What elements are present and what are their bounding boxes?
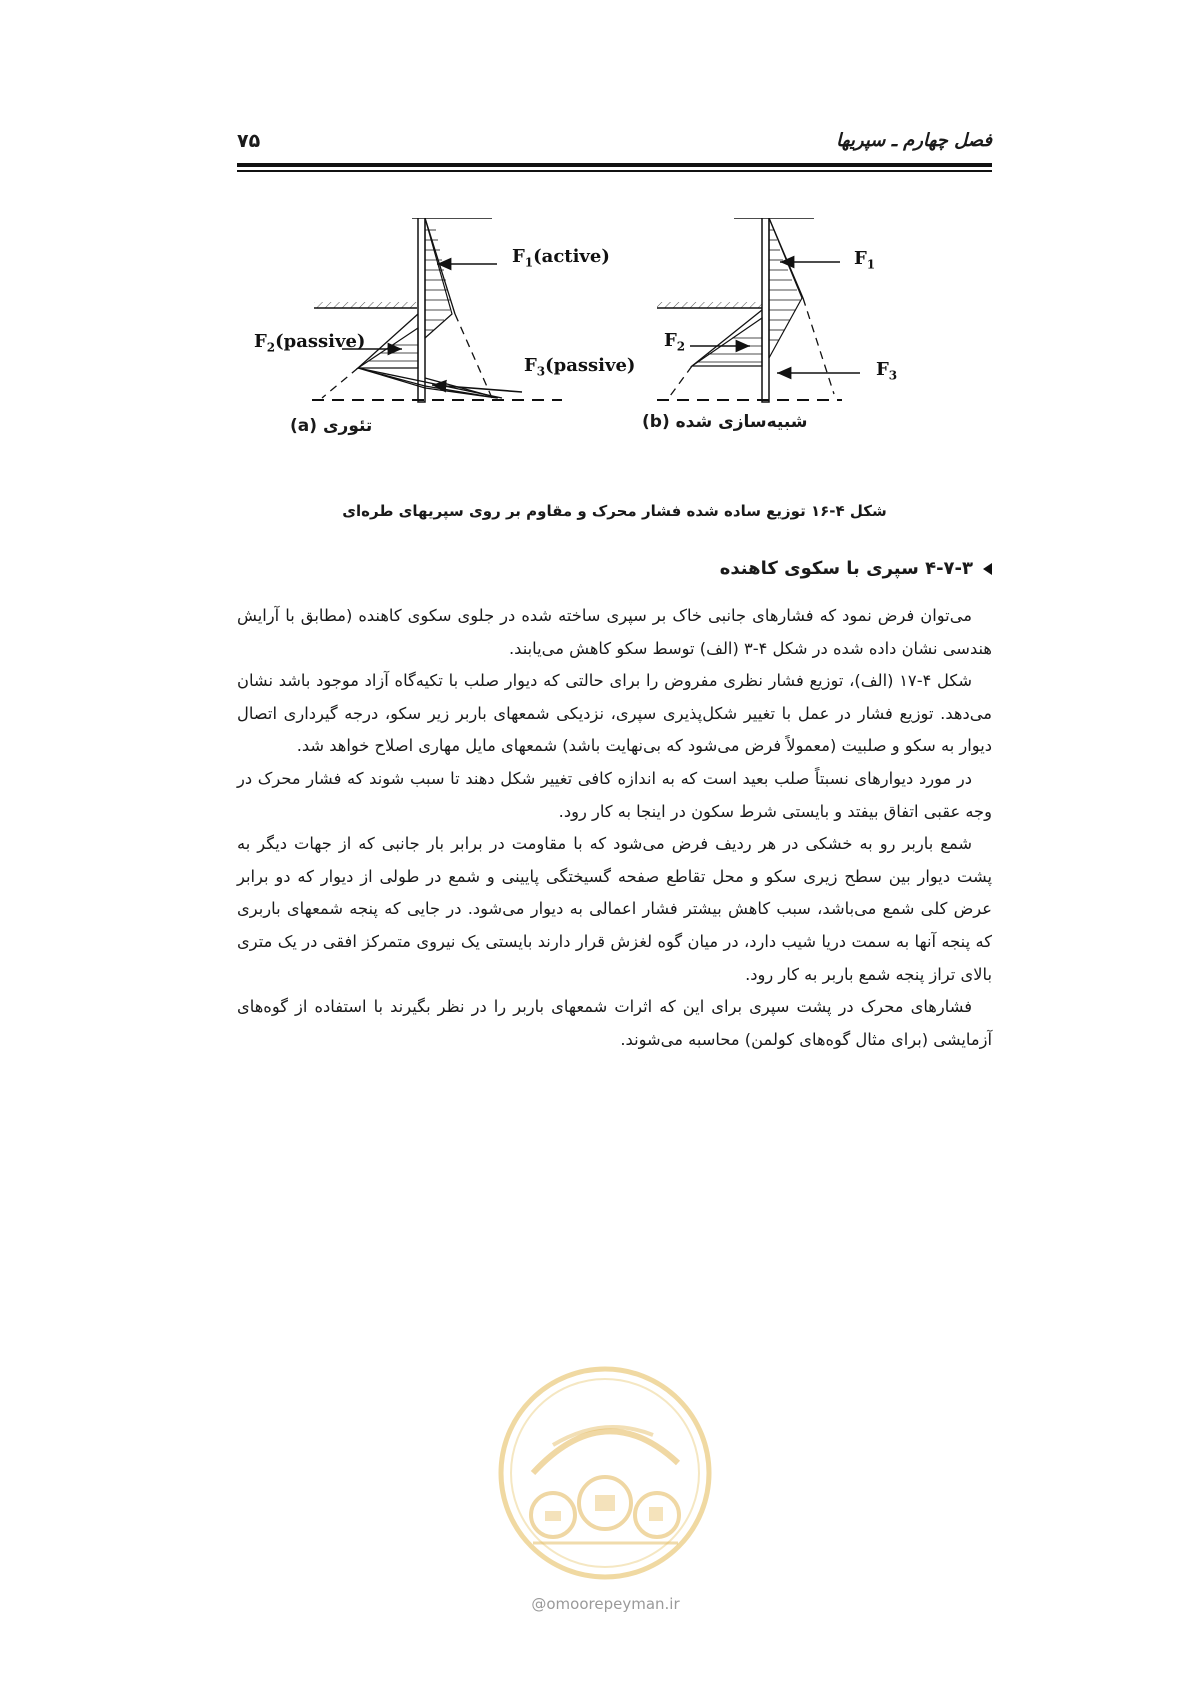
f1-suffix: (active) — [533, 246, 610, 267]
header-rule-thin — [237, 170, 992, 172]
label-f1 — [854, 250, 875, 271]
f2-subscript-b: 2 — [676, 339, 686, 354]
diagram-a-caption: تئوری (a) — [290, 416, 373, 436]
running-header — [237, 130, 992, 164]
chapter-title: فصل چهارم ـ سپریها — [836, 130, 992, 151]
paragraph: شکل ۴-۱۷ (الف)، توزیع فشار نظری مفروض را برای حالتی که دیوار صلب با تکیه‌گاه آزاد موجود باشد نشان می‌دهد. توزیع فشار در عمل با تغییر شکل‌پذیری سپری، نزدیکی شمعهای باربر زیر سکو، درجه گیرداری اتصال دیوار به سکو و صلبیت (معمولاً فرض می‌شود که بی‌نهایت باشد) شمعهای مایل مهاری اصلاح خواهد شد. — [237, 671, 992, 756]
triangle-bullet-icon — [983, 563, 992, 575]
label-f3 — [876, 361, 897, 382]
page-number: ۷۵ — [237, 130, 261, 152]
watermark-url: @omoorepeyman.ir — [531, 1595, 680, 1613]
section-heading — [720, 558, 992, 579]
f2-subscript: 2 — [266, 340, 276, 355]
f1-subscript: 1 — [524, 255, 534, 270]
diagram-b — [657, 218, 860, 402]
label-f2-passive — [254, 333, 365, 354]
f2-letter: F — [254, 331, 267, 352]
header-rule-thick — [237, 163, 992, 167]
sheet-pile-wall-a — [418, 218, 425, 402]
f3-subscript: 3 — [536, 364, 546, 379]
label-f1-active — [512, 248, 610, 269]
watermark — [493, 1355, 718, 1620]
ground-hatch-front-b — [657, 302, 762, 308]
sheet-pile-wall-b — [762, 218, 769, 402]
f3-suffix: (passive) — [545, 355, 636, 376]
paragraph: می‌توان فرض نمود که فشارهای جانبی خاک بر سپری ساخته شده در جلوی سکوی کاهنده (مطابق با آرایش هندسی نشان داده شده در شکل ۴-۳ (الف) توسط سکو کاهش می‌یابند. — [237, 606, 992, 658]
f1-subscript-b: 1 — [866, 257, 876, 272]
paragraph: در مورد دیوارهای نسبتاً صلب بعید است که به اندازه کافی تغییر شکل دهند تا سبب شوند که فشار محرک در وجه عقبی اتفاق بیفتد و بایستی شرط سکون در اینجا به کار رود. — [237, 768, 992, 821]
body-text — [237, 600, 992, 1056]
section-heading-text: ۴-۷-۳ سپری با سکوی کاهنده — [719, 558, 973, 579]
f1-letter: F — [512, 246, 525, 267]
f1-letter-b: F — [854, 248, 867, 269]
f2-suffix: (passive) — [275, 331, 366, 352]
label-f2 — [664, 332, 685, 353]
f3-letter: F — [524, 355, 537, 376]
paragraph: شمع باربر رو به خشکی در هر ردیف فرض می‌شود که با مقاومت در برابر بار جانبی که از جهات دیگر به پشت دیوار بین سطح زیری سکو و محل تقاطع صفحه گسیختگی پایینی و شمع در طولی از دیوار که دو برابر عرض کلی شمع می‌باشد، سبب کاهش بیشتر فشار اعمالی به دیوار می‌شود. در جایی که پنجه شمعهای باربری که پنجه آنها به سمت دریا شیب دارد، در میان گوه لغزش قرار دارند بایستی یک نیروی متمرکز افقی در یک متری بالای تراز پنجه شمع باربر به کار رود. — [237, 834, 992, 984]
f3-subscript-b: 3 — [888, 368, 898, 383]
label-f3-passive — [524, 357, 635, 378]
f2-letter-b: F — [664, 330, 677, 351]
watermark-logo — [493, 1355, 718, 1590]
diagram-b-caption: شبیه‌سازی شده (b) — [642, 412, 808, 432]
ground-hatch-front-a — [314, 302, 417, 308]
figure-caption: شکل ۴-۱۶ توزیع ساده شده فشار محرک و مقاوم بر روی سپریهای طره‌ای — [342, 502, 887, 520]
paragraph: فشارهای محرک در پشت سپری برای این که اثرات شمعهای باربر را در نظر بگیرند با استفاده از گوه‌های آزمایشی (برای مثال گوه‌های کولمن) محاسبه می‌شوند. — [237, 997, 992, 1049]
f3-letter-b: F — [876, 359, 889, 380]
pressure-distribution-figure — [254, 218, 982, 478]
